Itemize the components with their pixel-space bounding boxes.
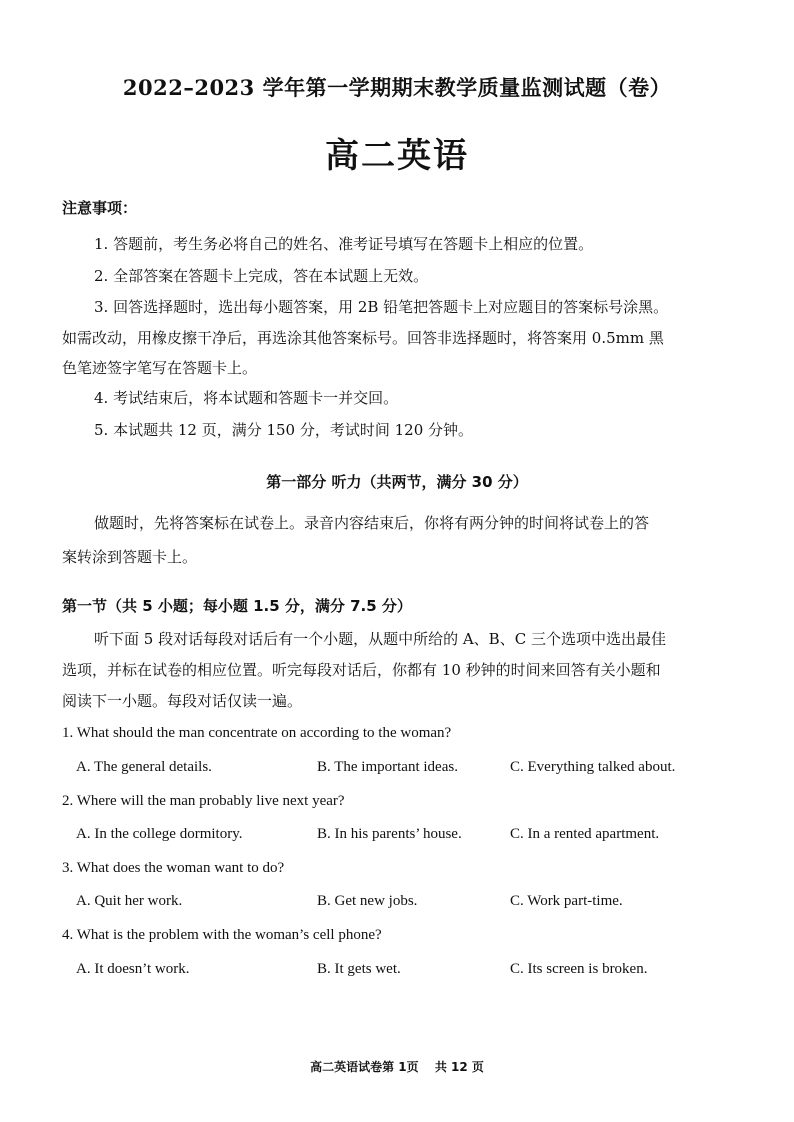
notice-heading: 注意事项：: [62, 199, 138, 217]
part1-intro-line-1: 做题时，先将答案标在试卷上。录音内容结束后，你将有两分钟的时间将试卷上的答: [94, 514, 650, 532]
part1-heading: 第一部分 听力（共两节，满分 30 分）: [266, 473, 528, 491]
section1-intro-line-3: 阅读下一小题。每段对话仅读一遍。: [62, 692, 303, 710]
question-1-option-b: B. The important ideas.: [317, 759, 458, 775]
notice-item-3-cont: 如需改动，用橡皮擦干净后，再选涂其他答案标号。回答非选择题时，将答案用 0.5mm 黑: [62, 329, 664, 347]
question-2-option-c: C. In a rented apartment.: [510, 826, 660, 842]
notice-item-5: 5. 本试题共 12 页，满分 150 分，考试时间 120 分钟。: [94, 421, 474, 439]
part1-intro-line-2: 案转涂到答题卡上。: [62, 548, 198, 566]
notice-item-1: 1. 答题前，考生务必将自己的姓名、准考证号填写在答题卡上相应的位置。: [94, 235, 594, 253]
section1-heading: 第一节（共 5 小题；每小题 1.5 分，满分 7.5 分）: [62, 597, 412, 615]
question-2-option-b: B. In his parents’ house.: [317, 826, 462, 842]
question-3-option-a: A. Quit her work.: [76, 893, 183, 909]
footer-page-label: 高二英语试卷第 1页: [310, 1060, 419, 1074]
question-3-option-b: B. Get new jobs.: [317, 893, 418, 909]
exam-title: 2022–2023 学年第一学期期末教学质量监测试题（卷）: [122, 75, 672, 100]
notice-item-4: 4. 考试结束后，将本试题和答题卡一并交回。: [94, 389, 399, 407]
question-4-option-b: B. It gets wet.: [317, 961, 401, 977]
notice-item-3-cont2: 色笔迹签字笔写在答题卡上。: [62, 359, 258, 377]
section1-intro-line-1: 听下面 5 段对话每段对话后有一个小题，从题中所给的 A、B、C 三个选项中选出最佳: [94, 630, 666, 648]
notice-item-3: 3. 回答选择题时，选出每小题答案，用 2B 铅笔把答题卡上对应题目的答案标号涂黑。: [94, 298, 669, 316]
question-2-option-a: A. In the college dormitory.: [76, 826, 243, 842]
question-1-option-a: A. The general details.: [76, 759, 212, 775]
question-3-stem: 3. What does the woman want to do?: [62, 860, 285, 876]
page-footer: [0, 1058, 794, 1075]
question-2-stem: 2. Where will the man probably live next year?: [62, 793, 345, 809]
question-1-option-c: C. Everything talked about.: [510, 759, 676, 775]
question-4-stem: 4. What is the problem with the woman’s cell phone?: [62, 927, 382, 943]
footer-total-label: 共 12 页: [434, 1060, 484, 1074]
subject-title: 高二英语: [325, 136, 469, 176]
section1-intro-line-2: 选项，并标在试卷的相应位置。听完每段对话后，你都有 10 秒钟的时间来回答有关小题和: [62, 661, 661, 679]
notice-item-2: 2. 全部答案在答题卡上完成，答在本试题上无效。: [94, 267, 429, 285]
question-1-stem: 1. What should the man concentrate on according to the woman?: [62, 725, 452, 741]
question-4-option-c: C. Its screen is broken.: [510, 961, 648, 977]
question-3-option-c: C. Work part-time.: [510, 893, 623, 909]
question-4-option-a: A. It doesn’t work.: [76, 961, 190, 977]
